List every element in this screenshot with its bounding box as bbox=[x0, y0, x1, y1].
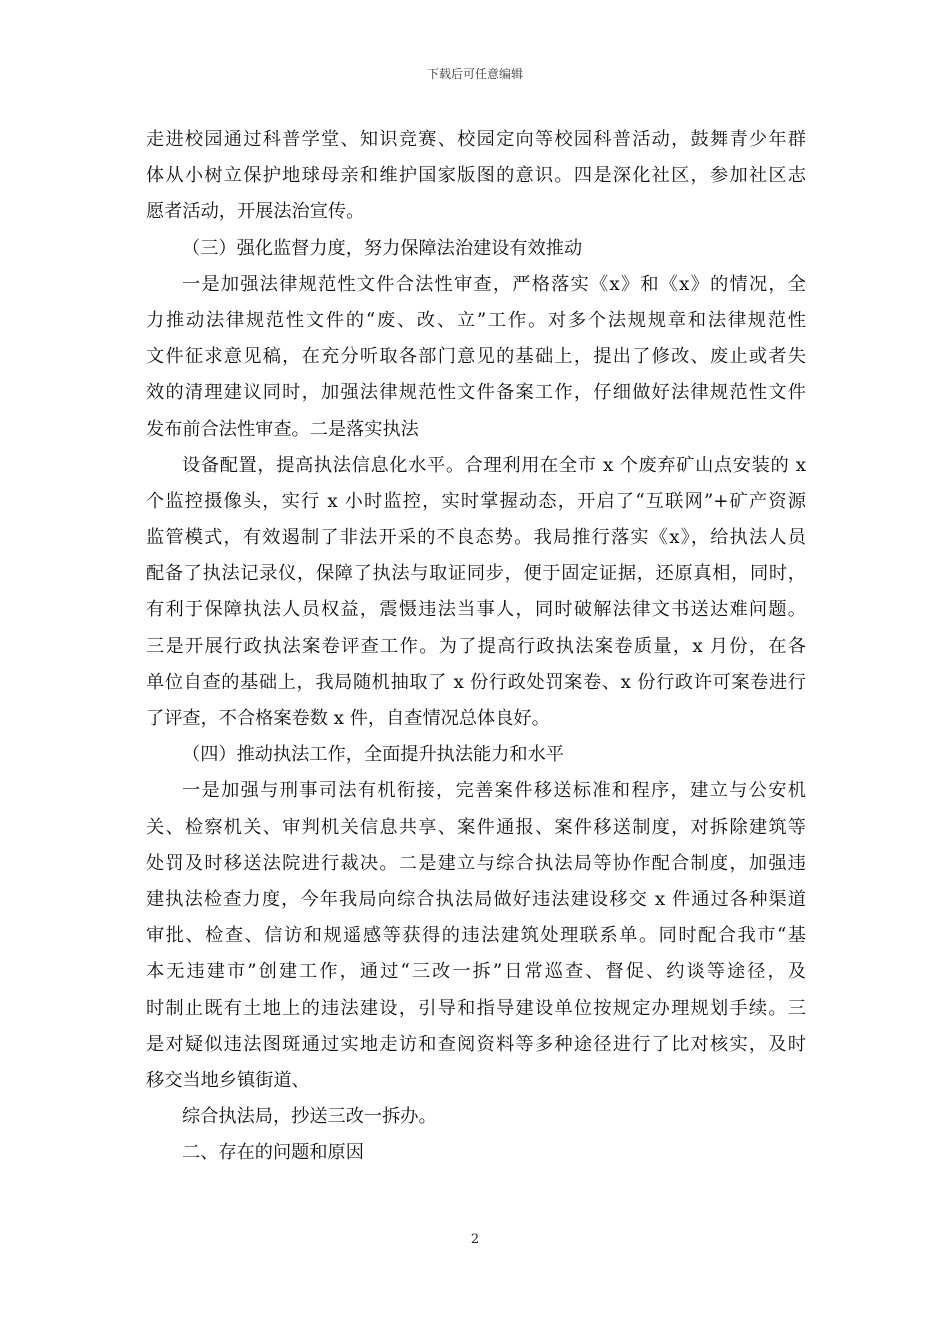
document-body bbox=[146, 122, 806, 1171]
paragraph-line: 审批、检查、信访和规遥感等获得的违法建筑处理联系单。同时配合我市“基 bbox=[146, 925, 806, 947]
paragraph-line: 配备了执法记录仪，保障了执法与取证同步，便于固定证据，还原真相，同时， bbox=[146, 563, 806, 585]
paragraph-line: 处罚及时移送法院进行裁决。二是建立与综合执法局等协作配合制度，加强违 bbox=[146, 852, 806, 874]
paragraph-line: 文件征求意见稿，在充分听取各部门意见的基础上，提出了修改、废止或者失 bbox=[146, 346, 806, 368]
paragraph-line: 个监控摄像头，实行 x 小时监控，实时掌握动态，开启了“互联网”+矿产资源 bbox=[146, 490, 806, 512]
paragraph-line: 移交当地乡镇街道、 bbox=[146, 1069, 310, 1091]
page-number: 2 bbox=[470, 1232, 480, 1247]
paragraph-line: 单位自查的基础上，我局随机抽取了 x 份行政处罚案卷、x 份行政许可案卷进行 bbox=[146, 671, 806, 693]
paragraph-line: 了评查，不合格案卷数 x 件，自查情况总体良好。 bbox=[146, 708, 550, 729]
paragraph-line: 一是加强法律规范性文件合法性审查，严格落实《x》和《x》的情况，全 bbox=[182, 273, 806, 295]
paragraph-line: 建执法检查力度，今年我局向综合执法局做好违法建设移交 x 件通过各种渠道 bbox=[146, 888, 806, 910]
section-heading: 二、存在的问题和原因 bbox=[182, 1142, 364, 1164]
paragraph-line: 效的清理建议同时，加强法律规范性文件备案工作，仔细做好法律规范性文件 bbox=[146, 382, 806, 404]
section-heading: （三）强化监督力度，努力保障法治建设有效推动 bbox=[182, 237, 583, 259]
paragraph-line: 本无违建市”创建工作，通过“三改一拆”日常巡查、督促、约谈等途径，及 bbox=[146, 961, 806, 983]
paragraph-line: 监管模式，有效遏制了非法开采的不良态势。我局推行落实《x》，给执法人员 bbox=[146, 527, 806, 549]
paragraph-line: 力推动法律规范性文件的“废、改、立”工作。对多个法规规章和法律规范性 bbox=[146, 309, 806, 331]
paragraph-line: 有利于保障执法人员权益，震慑违法当事人，同时破解法律文书送达难问题。 bbox=[146, 599, 806, 621]
paragraph-line: 发布前合法性审查。二是落实执法 bbox=[146, 418, 419, 440]
section-heading: （四）推动执法工作，全面提升执法能力和水平 bbox=[182, 744, 564, 766]
paragraph-line: 走进校园通过科普学堂、知识竞赛、校园定向等校园科普活动，鼓舞青少年群 bbox=[146, 129, 806, 150]
paragraph-line: 愿者活动，开展法治宣传。 bbox=[146, 201, 365, 223]
paragraph-line: 关、检察机关、审判机关信息共享、案件通报、案件移送制度，对拆除建筑等 bbox=[146, 816, 806, 838]
paragraph-line: 设备配置，提高执法信息化水平。合理利用在全市 x 个废弃矿山点安装的 x bbox=[182, 454, 806, 476]
paragraph-line: 综合执法局，抄送三改一拆办。 bbox=[182, 1106, 437, 1128]
paragraph-line: 体从小树立保护地球母亲和维护国家版图的意识。四是深化社区，参加社区志 bbox=[146, 165, 806, 187]
paragraph-line: 一是加强与刑事司法有机衔接，完善案件移送标准和程序，建立与公安机 bbox=[182, 780, 806, 802]
paragraph-line: 三是开展行政执法案卷评查工作。为了提高行政执法案卷质量，x 月份，在各 bbox=[146, 635, 806, 657]
paragraph-line: 是对疑似违法图斑通过实地走访和查阅资料等多种途径进行了比对核实，及时 bbox=[146, 1033, 806, 1055]
page-header: 下载后可任意编辑 bbox=[426, 67, 523, 81]
paragraph-line: 时制止既有土地上的违法建设，引导和指导建设单位按规定办理规划手续。三 bbox=[146, 997, 806, 1019]
